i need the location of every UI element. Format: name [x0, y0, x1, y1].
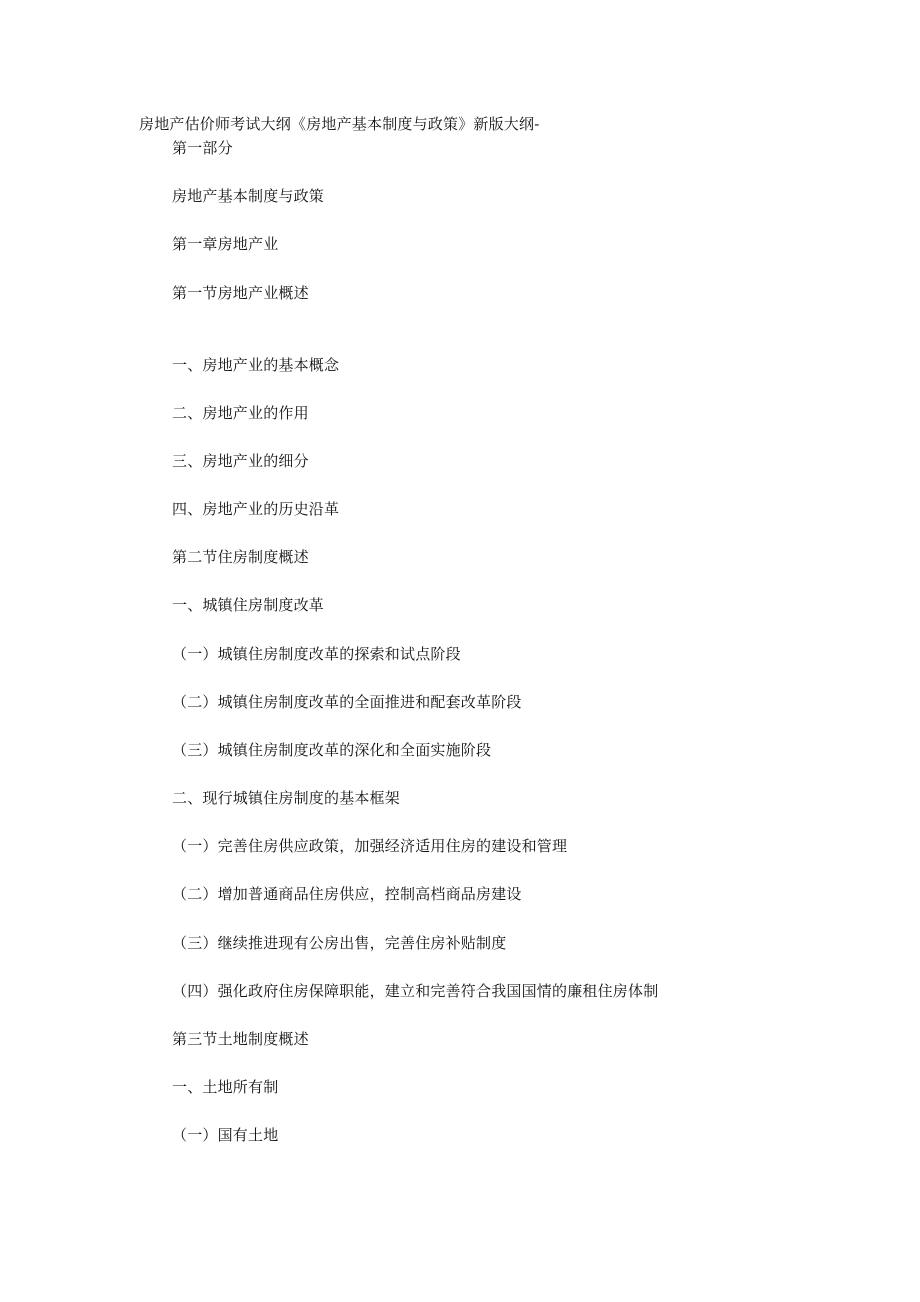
section-heading: 第二节住房制度概述	[172, 548, 309, 566]
chapter-heading: 第一章房地产业	[172, 235, 279, 253]
document-title: 房地产估价师考试大纲《房地产基本制度与政策》新版大纲-	[139, 115, 540, 133]
sub-list-item: （一）国有土地	[172, 1126, 279, 1144]
sub-list-item: （四）强化政府住房保障职能，建立和完善符合我国国情的廉租住房体制	[172, 982, 659, 1000]
sub-list-item: （二）城镇住房制度改革的全面推进和配套改革阶段	[172, 693, 522, 711]
list-item: 四、房地产业的历史沿革	[172, 500, 340, 518]
section-heading: 第一节房地产业概述	[172, 284, 309, 302]
sub-list-item: （一）完善住房供应政策，加强经济适用住房的建设和管理	[172, 837, 568, 855]
list-item: 三、房地产业的细分	[172, 452, 309, 470]
sub-list-item: （二）增加普通商品住房供应，控制高档商品房建设	[172, 885, 522, 903]
part-title: 房地产基本制度与政策	[172, 187, 325, 205]
sub-list-item: （三）继续推进现有公房出售，完善住房补贴制度	[172, 934, 507, 952]
list-item: 一、城镇住房制度改革	[172, 596, 325, 614]
part-heading: 第一部分	[172, 139, 233, 157]
list-item: 一、土地所有制	[172, 1078, 279, 1096]
list-item: 二、房地产业的作用	[172, 404, 309, 422]
list-item: 二、现行城镇住房制度的基本框架	[172, 789, 401, 807]
list-item: 一、房地产业的基本概念	[172, 356, 340, 374]
sub-list-item: （三）城镇住房制度改革的深化和全面实施阶段	[172, 741, 492, 759]
sub-list-item: （一）城镇住房制度改革的探索和试点阶段	[172, 645, 461, 663]
section-heading: 第三节土地制度概述	[172, 1030, 309, 1048]
